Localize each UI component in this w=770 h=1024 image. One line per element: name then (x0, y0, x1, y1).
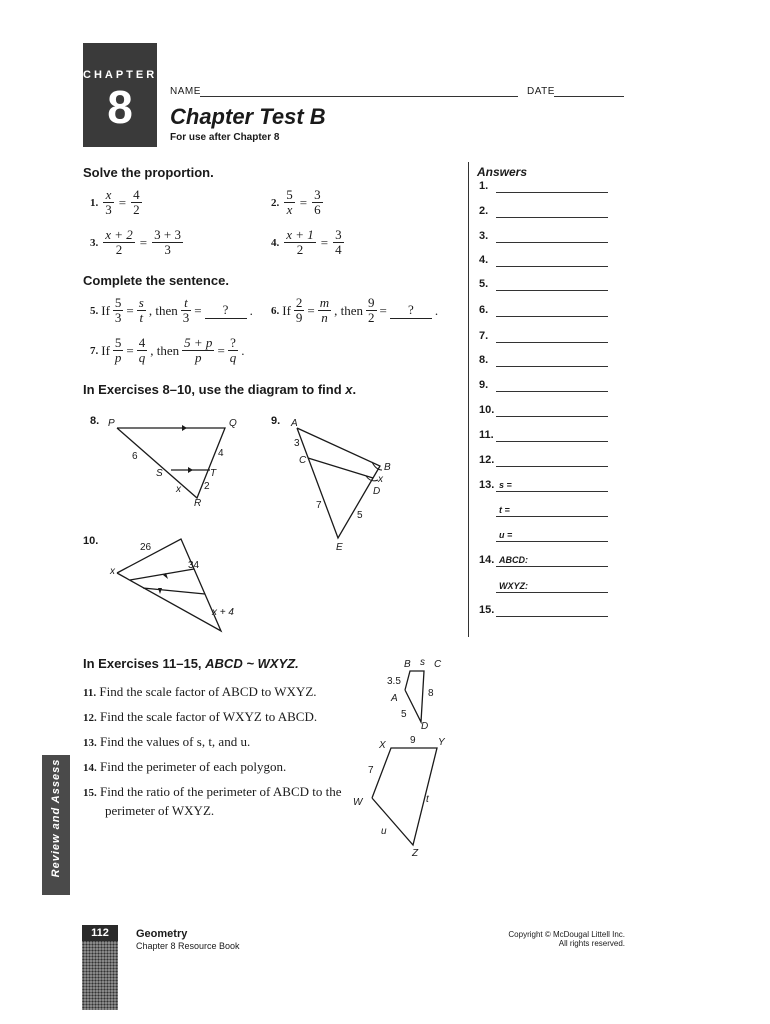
equals-sign: = (320, 234, 329, 250)
numerator: 4 (138, 335, 146, 350)
problem-9-number: 9. (271, 415, 281, 427)
denominator: 2 (368, 310, 375, 325)
label-q7: 7 (368, 765, 374, 776)
answer-number: 13. (479, 479, 495, 491)
label-qs: s (420, 657, 425, 668)
copyright-line-1: Copyright © McDougal Littell Inc. (508, 930, 625, 939)
diagram-10-triangle (117, 539, 221, 631)
diagram-9-segment-cd (308, 458, 373, 478)
resource-book: Chapter 8 Resource Book (136, 941, 240, 951)
section-end: . (352, 382, 357, 397)
denominator: 2 (115, 242, 123, 257)
label-qd: D (421, 721, 429, 732)
equals-sign: = (118, 194, 127, 210)
label-9: 9 (410, 735, 416, 746)
label-p: P (108, 418, 115, 429)
equals-sign: = (126, 342, 134, 358)
answer-number: 2. (479, 205, 489, 217)
parallel-arrow (158, 588, 162, 594)
problem-text: Find the values of s, t, and u. (100, 734, 251, 749)
numerator: ? (228, 336, 239, 351)
numerator: 5 (286, 187, 293, 202)
problem-12 (83, 705, 342, 730)
denominator: n (321, 310, 328, 325)
problem-14 (83, 755, 342, 780)
label-t: T (210, 468, 217, 479)
numerator: x + 1 (286, 227, 314, 242)
label-x9: x (378, 474, 383, 485)
answer-number: 3. (479, 230, 489, 242)
problem-text: Find the perimeter of each polygon. (100, 759, 287, 774)
answer-number: 10. (479, 404, 495, 416)
copyright (460, 930, 625, 948)
label-8: 8 (428, 688, 434, 699)
label-a: A (291, 418, 298, 429)
equals-sign: = (194, 302, 202, 318)
label-x-plus-4: x + 4 (212, 607, 234, 618)
label-7: 7 (316, 500, 322, 511)
label-26: 26 (140, 542, 152, 553)
label-qa: A (391, 693, 398, 704)
answer-number: 5. (479, 278, 489, 290)
parallel-arrow (182, 425, 187, 431)
answer-number: 11. (479, 429, 494, 441)
page-number: 112 (82, 925, 118, 941)
quad-abcd (405, 671, 424, 722)
problem-number: 4. (271, 236, 280, 249)
answer-number: 14. (479, 554, 495, 566)
problem-number: 13. (83, 737, 97, 749)
numerator: x + 2 (105, 227, 133, 242)
numerator: 4 (133, 187, 140, 202)
problem-text: Find the scale factor of WXYZ to ABCD. (100, 709, 318, 724)
problem-10-number: 10. (83, 535, 99, 547)
denominator: 3 (105, 202, 112, 217)
problem-number: 2. (271, 196, 280, 209)
denominator: p (114, 350, 122, 365)
numerator: m (319, 295, 330, 310)
problem-number: 6. (271, 304, 280, 317)
answer-number: 6. (479, 304, 489, 316)
denominator: q (229, 350, 237, 365)
answer-number: 1. (479, 180, 489, 192)
answer-blank: ? (205, 302, 247, 319)
numerator: s (138, 295, 144, 310)
problem-number: 7. (90, 344, 99, 357)
problem-number: 15. (83, 787, 97, 799)
problem-15 (83, 783, 342, 819)
equals-sign: = (139, 234, 148, 250)
if-word: If (282, 302, 291, 318)
problem-number: 1. (90, 196, 99, 209)
denominator: 2 (133, 202, 140, 217)
section-text: In Exercises 11–15, (83, 656, 206, 671)
answer-number: 12. (479, 454, 495, 466)
answer-number: 7. (479, 330, 489, 342)
problem-number: 3. (90, 236, 99, 249)
equals-sign: = (126, 302, 134, 318)
similar-relation: ABCD ~ WXYZ. (205, 656, 299, 671)
problem-text: Find the ratio of the perimeter of ABCD to the (100, 784, 342, 799)
denominator: 9 (295, 310, 303, 325)
answer-number: 15. (479, 604, 495, 616)
denominator: x (286, 202, 293, 217)
problem-number: 14. (83, 762, 97, 774)
label-x: x (176, 484, 181, 495)
equals-sign: = (307, 302, 315, 318)
problem-number: 11. (83, 687, 97, 699)
numerator: 3 (314, 187, 321, 202)
numerator: 9 (368, 295, 375, 310)
denominator: p (195, 350, 202, 365)
label-e: E (336, 542, 343, 553)
numerator: 5 + p (184, 335, 213, 350)
denominator: 3 (164, 242, 171, 257)
period: . (249, 302, 253, 318)
numerator: 5 (114, 295, 122, 310)
section-text: In Exercises 8–10, use the diagram to find (83, 382, 346, 397)
book-title: Geometry (136, 928, 188, 940)
diagram-9-triangle (297, 428, 380, 538)
then-word: , then (334, 302, 364, 318)
answer-sublabel: t = (499, 505, 510, 515)
problem-8-number: 8. (90, 415, 100, 427)
label-qt: t (426, 794, 429, 805)
chapter-number: 8 (107, 81, 133, 133)
denominator: 3 (114, 310, 122, 325)
label-6: 6 (132, 451, 138, 462)
answer-number: 8. (479, 354, 489, 366)
label-34: 34 (188, 560, 200, 571)
denominator: t (139, 310, 144, 325)
label-q5: 5 (401, 709, 407, 720)
parallel-arrow (188, 467, 193, 473)
label-4: 4 (218, 448, 224, 459)
copyright-line-2: All rights reserved. (558, 939, 625, 948)
if-word: If (101, 302, 110, 318)
page-subtitle: For use after Chapter 8 (170, 132, 280, 143)
problem-11 (83, 680, 342, 705)
label-5: 5 (357, 510, 363, 521)
label-x-vertex: X (379, 740, 386, 751)
page-title: Chapter Test B (170, 104, 326, 129)
period: . (434, 302, 439, 318)
answer-number: 9. (479, 379, 489, 391)
label-d: D (373, 486, 381, 497)
name-label: NAME (170, 86, 201, 97)
label-z: Z (412, 848, 419, 859)
date-label: DATE (527, 86, 555, 97)
numerator: 2 (295, 295, 303, 310)
label-q: Q (229, 418, 237, 429)
label-2: 2 (204, 481, 210, 492)
diagram-10-line-1 (130, 569, 194, 580)
answer-sublabel: s = (499, 480, 512, 490)
denominator: q (138, 350, 146, 365)
answer-sublabel: u = (499, 530, 513, 540)
label-3-5: 3.5 (387, 676, 401, 687)
answer-sublabel: ABCD: (499, 555, 528, 565)
denominator: 2 (296, 242, 304, 257)
problem-text: Find the scale factor of ABCD to WXYZ. (99, 684, 317, 699)
section-complete: Complete the sentence. (83, 273, 229, 288)
label-w: W (353, 797, 363, 808)
problem-number: 12. (83, 712, 97, 724)
problem-text: perimeter of WXYZ. (105, 803, 215, 818)
chapter-word: CHAPTER (83, 69, 158, 81)
period: . (241, 342, 245, 358)
label-qu: u (381, 826, 387, 837)
section-solve: Solve the proportion. (83, 165, 214, 180)
denominator: 6 (314, 202, 321, 217)
problem-number: 5. (90, 304, 99, 317)
section-variable: x (345, 382, 353, 397)
equals-sign: = (217, 342, 225, 358)
numerator: 3 + 3 (154, 227, 181, 242)
denominator: 3 (182, 310, 190, 325)
label-qb: B (404, 659, 411, 670)
label-y: Y (438, 737, 445, 748)
answers-heading: Answers (477, 165, 528, 179)
section-similar (83, 656, 299, 671)
answer-blank: ? (390, 302, 432, 319)
label-c: C (299, 455, 307, 466)
numerator: 5 (114, 335, 122, 350)
equals-sign: = (379, 302, 387, 318)
answer-number: 4. (479, 254, 489, 266)
numerator: t (181, 296, 192, 311)
if-word: If (101, 342, 110, 358)
answer-sublabel: WXYZ: (499, 581, 528, 591)
label-3: 3 (294, 438, 300, 449)
numerator: 3 (335, 227, 342, 242)
numerator: x (103, 188, 114, 203)
denominator: 4 (335, 242, 342, 257)
problem-13 (83, 730, 342, 755)
label-x10: x (110, 566, 115, 577)
label-r: R (194, 498, 202, 509)
side-tab-label: Review and Assess (50, 758, 62, 878)
then-word: , then (148, 302, 178, 318)
then-word: , then (150, 342, 180, 358)
equals-sign: = (299, 194, 308, 210)
label-qc: C (434, 659, 442, 670)
label-s: S (156, 468, 163, 479)
label-b: B (384, 462, 391, 473)
problems-11-15 (83, 680, 342, 819)
